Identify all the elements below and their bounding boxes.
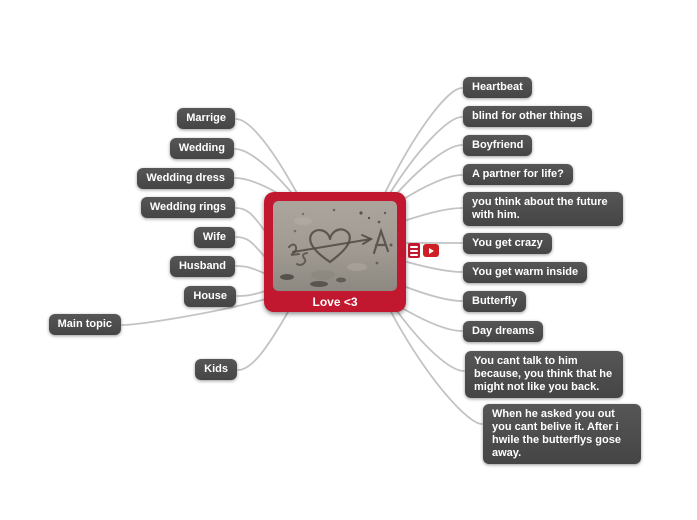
topic-wife[interactable]: Wife xyxy=(194,227,235,248)
connector-line xyxy=(236,119,299,197)
topic-warm[interactable]: You get warm inside xyxy=(463,262,587,283)
topic-crazy[interactable]: You get crazy xyxy=(463,233,552,254)
connector-line xyxy=(406,287,462,301)
topic-future[interactable]: you think about the future with him. xyxy=(463,192,623,226)
topic-blind[interactable]: blind for other things xyxy=(463,106,592,127)
topic-butterfly[interactable]: Butterfly xyxy=(463,291,526,312)
connector-line xyxy=(236,266,266,274)
topic-boyfriend[interactable]: Boyfriend xyxy=(463,135,532,156)
topic-heartbeat[interactable]: Heartbeat xyxy=(463,77,532,98)
connector-line xyxy=(407,262,462,272)
topic-asked-out[interactable]: When he asked you out you cant belive it. After i hwile the butterflys gose away. xyxy=(483,404,641,464)
topic-main-topic[interactable]: Main topic xyxy=(49,314,121,335)
central-topic[interactable] xyxy=(264,192,406,312)
topic-wedding-dress[interactable]: Wedding dress xyxy=(137,168,234,189)
topic-wedding[interactable]: Wedding xyxy=(170,138,234,159)
topic-house[interactable]: House xyxy=(184,286,236,307)
youtube-icon[interactable] xyxy=(423,244,439,257)
connector-line xyxy=(236,237,266,258)
central-topic-image xyxy=(273,201,397,291)
connector-line xyxy=(235,149,296,198)
connector-line xyxy=(392,145,462,199)
connector-line xyxy=(407,208,462,220)
topic-kids[interactable]: Kids xyxy=(195,359,237,380)
connector-line xyxy=(399,175,462,202)
connector-line xyxy=(238,312,288,370)
connector-line xyxy=(237,291,266,296)
central-topic-label: Love <3 xyxy=(312,295,358,309)
central-topic-attachments xyxy=(408,243,439,258)
topic-wedding-rings[interactable]: Wedding rings xyxy=(141,197,235,218)
topic-cant-talk[interactable]: You cant talk to him because, you think that he might not like you back. xyxy=(465,351,623,398)
topic-partner[interactable]: A partner for life? xyxy=(463,164,573,185)
topic-husband[interactable]: Husband xyxy=(170,256,235,277)
notes-icon[interactable] xyxy=(408,243,420,258)
topic-marrige[interactable]: Marrige xyxy=(177,108,235,129)
topic-day-dreams[interactable]: Day dreams xyxy=(463,321,543,342)
connector-line xyxy=(383,88,462,197)
connector-line xyxy=(387,117,462,198)
